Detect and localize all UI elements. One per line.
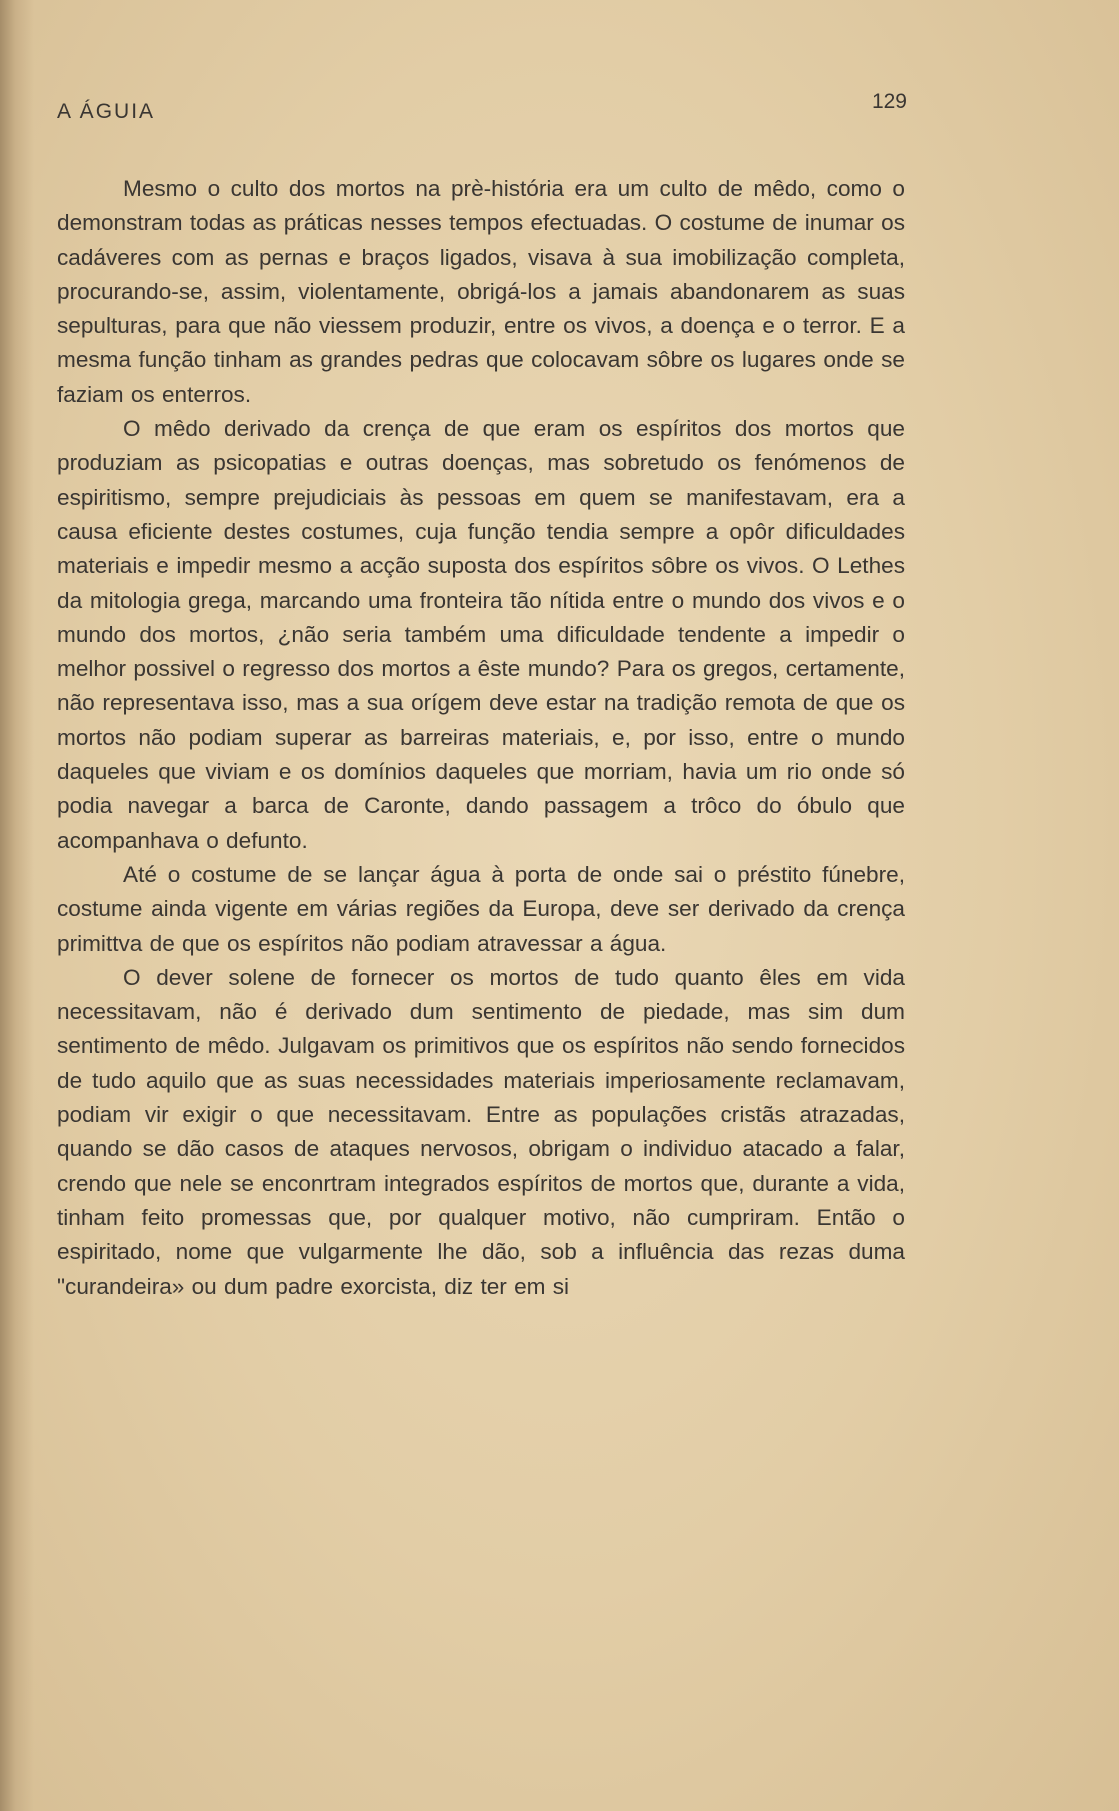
paragraph: O dever solene de fornecer os mortos de tudo quanto êles em vida necessitavam, não é derivado dum sentimento de piedade, mas sim dum sentimento de mêdo. Julgavam os primitivos que os espíritos não sendo fornecidos de tudo aquilo que as suas necessidades materiais imperiosamente reclamavam, podiam vir exigir o que necessitavam. Entre as populações cristãs atrazadas, quando se dão casos de ataques nervosos, obrigam o individuo atacado a falar, crendo que nele se enconrtram integrados espíritos de mortos que, durante a vida, tinham feito promessas que, por qualquer motivo, não cumpriram. Então o espiritado, nome que vulgarmente lhe dão, sob a influência das rezas duma "curandeira» ou dum padre exorcista, diz ter em si <box>57 964 905 1299</box>
body-text <box>57 172 905 1304</box>
paragraph: O mêdo derivado da crença de que eram os espíritos dos mortos que produziam as psicopatias e outras doenças, mas sobretudo os fenómenos de espiritismo, sempre prejudiciais às pessoas em quem se manifestavam, era a causa eficiente destes costumes, cuja função tendia sempre a opôr dificuldades materiais e impedir mesmo a acção suposta dos espíritos sôbre os vivos. O Lethes da mitologia grega, marcando uma fronteira tão nítida entre o mundo dos vivos e o mundo dos mortos, ¿não seria também uma dificuldade tendente a impedir o melhor possivel o regresso dos mortos a êste mundo? Para os gregos, certamente, não representava isso, mas a sua orígem deve estar na tradição remota de que os mortos não podiam superar as barreiras materiais, e, por isso, entre o mundo daqueles que viviam e os domínios daqueles que morriam, havia um rio onde só podia navegar a barca de Caronte, dando passagem a trôco do óbulo que acompanhava o defunto. <box>57 416 905 853</box>
paragraph: Mesmo o culto dos mortos na prè-história era um culto de mêdo, como o demonstram todas as práticas nesses tempos efectuadas. O costume de inumar os cadáveres com as pernas e braços ligados, visava à sua imobilização completa, procurando-se, assim, violentamente, obrigá-los a jamais abandonarem as suas sepulturas, para que não viessem produzir, entre os vivos, a doença e o terror. E a mesma função tinham as grandes pedras que colocavam sôbre os lugares onde se faziam os enterros. <box>57 176 905 407</box>
page-gutter-shadow <box>0 0 34 1811</box>
page-header <box>57 88 907 128</box>
page-number: 129 <box>871 90 907 113</box>
running-head: A ÁGUIA <box>57 100 156 123</box>
paragraph: Até o costume de se lançar água à porta de onde sai o préstito fúnebre, costume ainda vigente em várias regiões da Europa, deve ser derivado da crença primittva de que os espíritos não podiam atravessar a água. <box>57 861 905 956</box>
